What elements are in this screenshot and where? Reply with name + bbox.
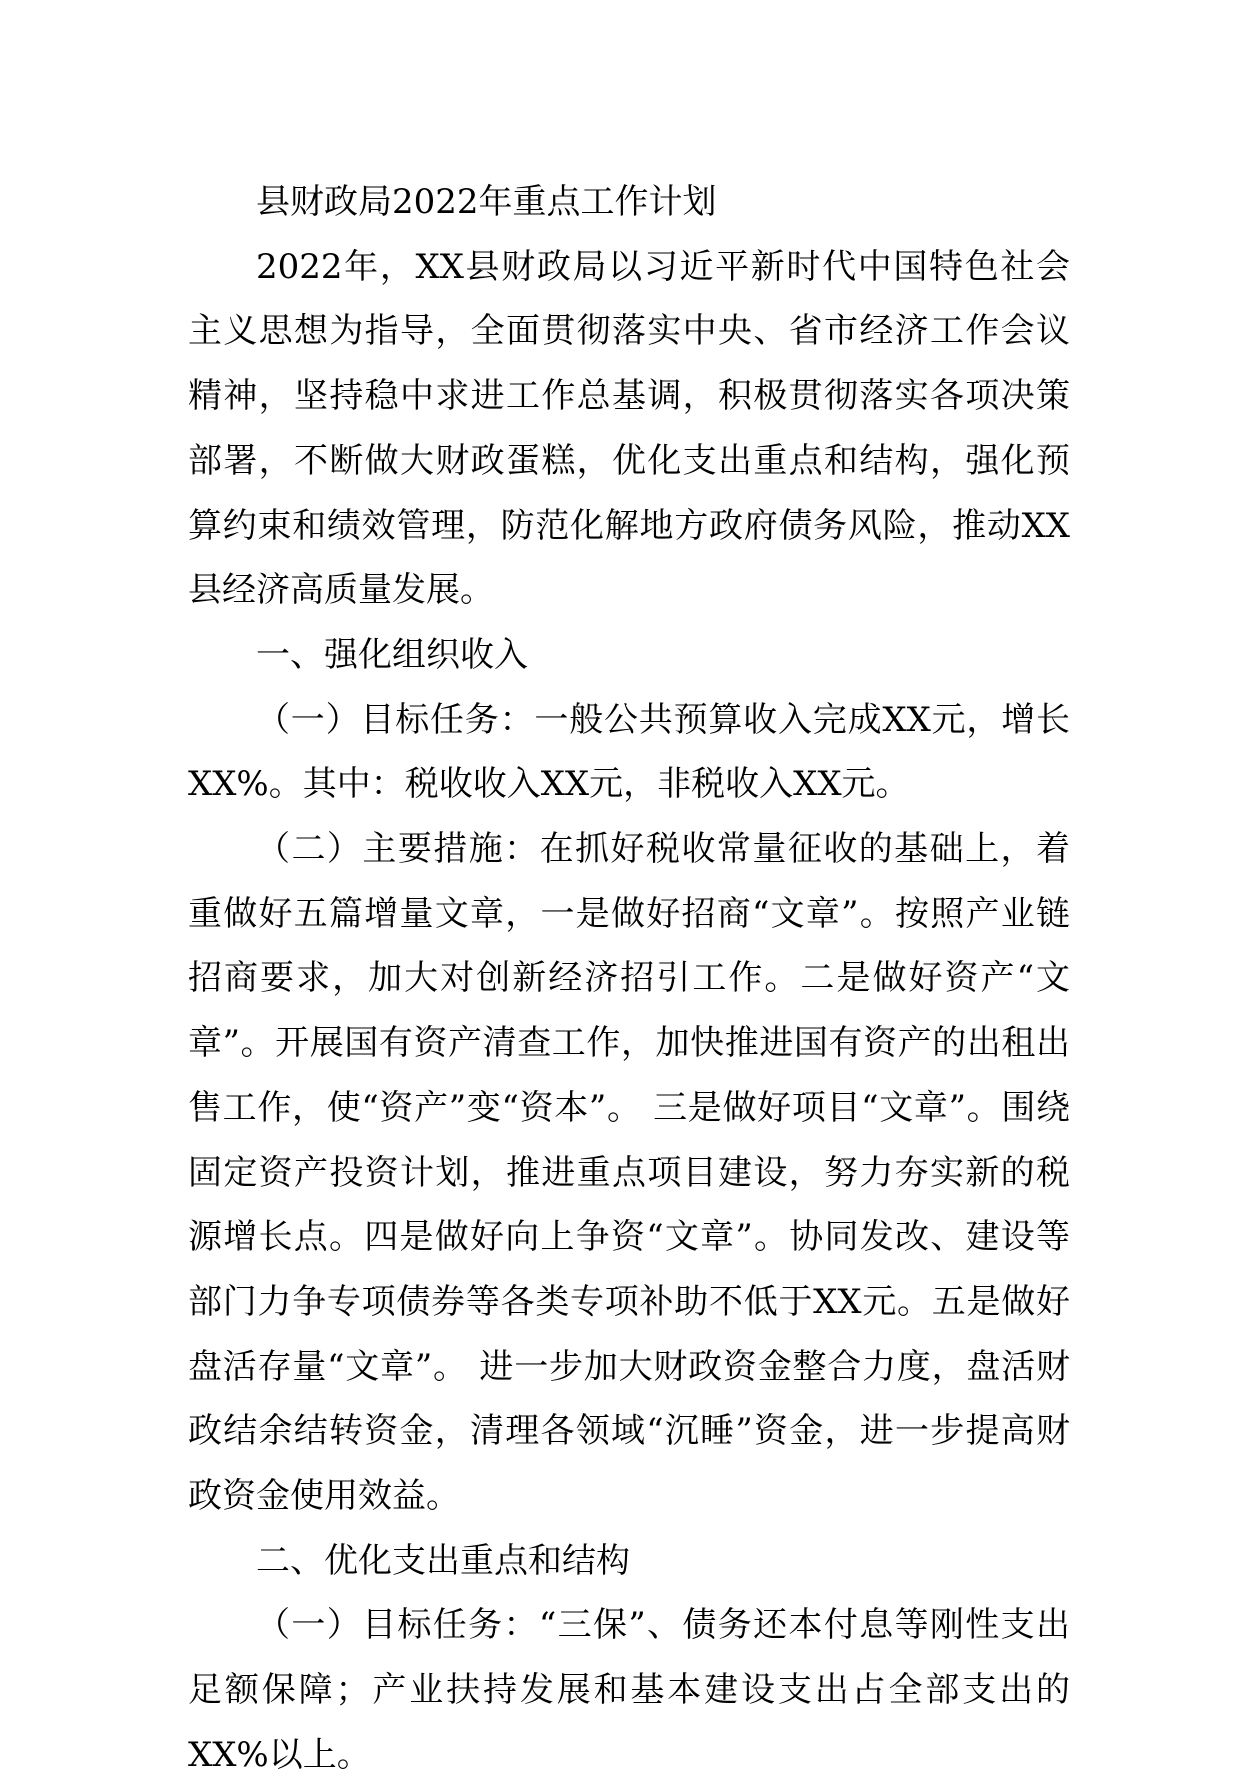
- paragraph-1-2-measures: （二）主要措施：在抓好税收常量征收的基础上，着重做好五篇增量文章，一是做好招商“文章”。按照产业链招商要求，加大对创新经济招引工作。二是做好资产“文章”。开展国有资产清查工作，加快推进国有资产的出租出售工作，使“资产”变“资本”。 三是做好项目“文章”。围绕固定资产投资计划，推进重点项目建设，努力夯实新的税源增长点。四是做好向上争资“文章”。协同发改、建设等部门力争专项债券等各类专项补助不低于XX元。五是做好盘活存量“文章”。 进一步加大财政资金整合力度，盘活财政结余结转资金，清理各领域“沉睡”资金，进一步提高财政资金使用效益。: [188, 829, 1070, 1517]
- document-body: [188, 170, 1070, 1788]
- paragraph-2-1-target: （一）目标任务：“三保”、债务还本付息等刚性支出足额保障；产业扶持发展和基本建设支出占全部支出的XX%以上。: [188, 1605, 1070, 1775]
- section-heading-2: 二、优化支出重点和结构: [256, 1540, 630, 1581]
- section-heading-1: 一、强化组织收入: [256, 634, 528, 675]
- document-title: 县财政局2022年重点工作计划: [256, 182, 717, 222]
- paragraph-intro: 2022年，XX县财政局以习近平新时代中国特色社会主义思想为指导，全面贯彻落实中央、省市经济工作会议精神，坚持稳中求进工作总基调，积极贯彻落实各项决策部署，不断做大财政蛋糕，优化支出重点和结构，强化预算约束和绩效管理，防范化解地方政府债务风险，推动XX县经济高质量发展。: [188, 246, 1070, 611]
- paragraph-1-1-target: （一）目标任务：一般公共预算收入完成XX元，增长XX%。其中：税收收入XX元，非税收入XX元。: [188, 699, 1070, 805]
